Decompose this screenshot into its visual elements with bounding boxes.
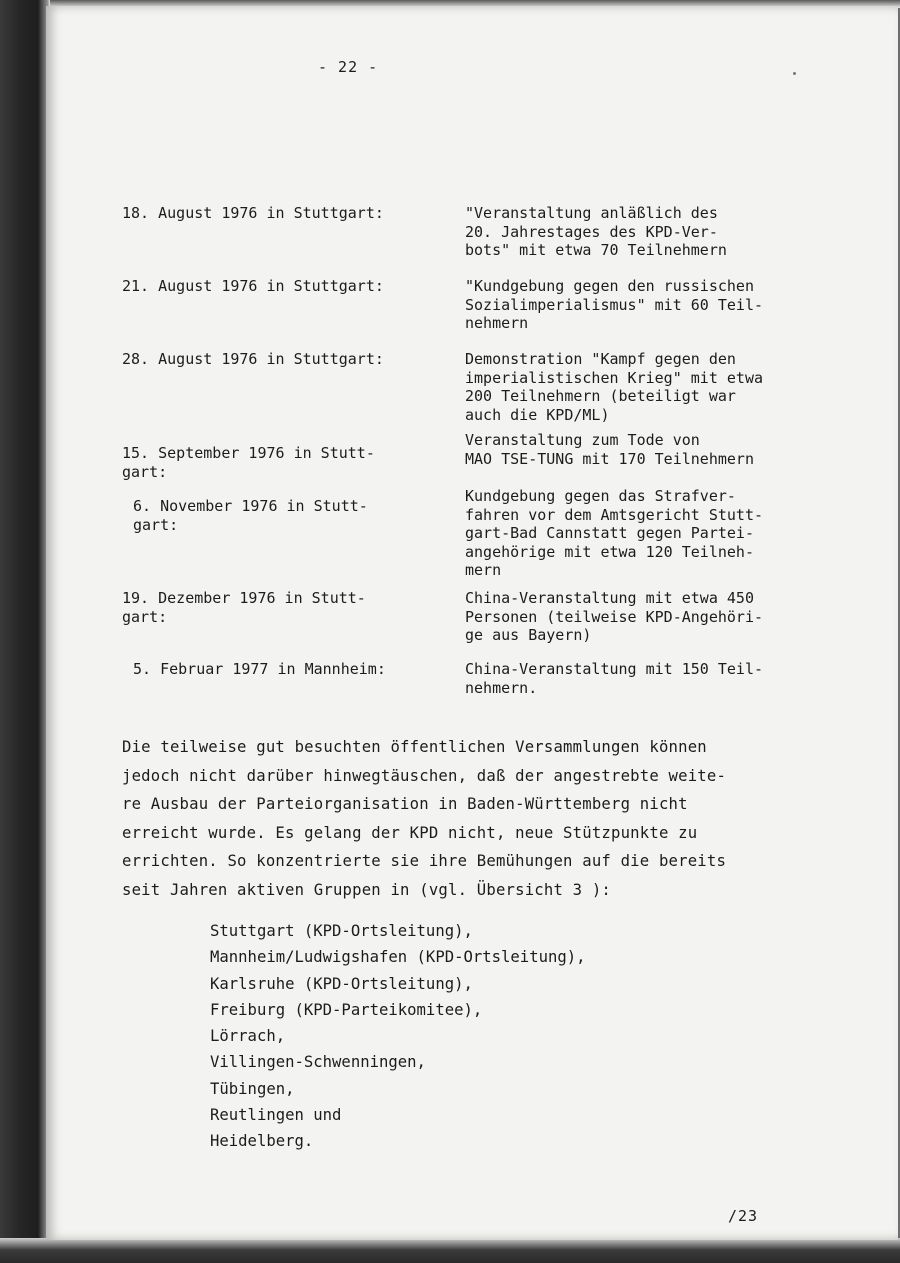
list-item: Reutlingen und	[210, 1106, 342, 1125]
event-date: 19. Dezember 1976 in Stutt- gart:	[122, 589, 366, 626]
event-date: 21. August 1976 in Stuttgart:	[122, 277, 384, 295]
event-description: China-Veranstaltung mit 150 Teil- nehmern.	[465, 660, 764, 697]
list-item: Stuttgart (KPD-Ortsleitung),	[210, 922, 473, 940]
next-page-marker: /23	[728, 1207, 759, 1225]
list-item: Villingen-Schwenningen,	[210, 1053, 426, 1072]
event-date: 28. August 1976 in Stuttgart:	[122, 350, 384, 368]
event-description: Kundgebung gegen das Strafver- fahren vor dem Amtsgericht Stutt- gart-Bad Cannstatt gegen Partei- angehörige mit etwa 120 Teilneh- mern	[465, 487, 764, 579]
list-item: Karlsruhe (KPD-Ortsleitung),	[210, 974, 473, 993]
list-item: Heidelberg.	[210, 1132, 314, 1151]
event-date: 6. November 1976 in Stutt- gart:	[133, 497, 368, 534]
location-list	[210, 918, 586, 1155]
page-number: - 22 -	[318, 58, 379, 76]
event-date: 5. Februar 1977 in Mannheim:	[133, 660, 386, 678]
body-paragraph: Die teilweise gut besuchten öffentlichen Versammlungen können jedoch nicht darüber hinwegtäuschen, daß der angestrebte weite- re Ausbau der Parteiorganisation in Baden-Württemberg nicht erreicht wurde. Es gelang der KPD nicht, neue Stützpunkte zu errichten. So konzentrierte sie ihre Bemühungen auf die bereits seit Jahren aktiven Gruppen in (vgl. Übersicht 3 ):	[122, 738, 727, 899]
list-item: Mannheim/Ludwigshafen (KPD-Ortsleitung),	[210, 948, 586, 967]
scan-border-bottom	[0, 1238, 900, 1263]
event-date: 18. August 1976 in Stuttgart:	[122, 204, 384, 222]
event-description: "Veranstaltung anläßlich des 20. Jahrestages des KPD-Ver- bots" mit etwa 70 Teilnehmern	[465, 204, 727, 259]
list-item: Freiburg (KPD-Parteikomitee),	[210, 1000, 483, 1019]
scan-border-left	[0, 0, 50, 1263]
list-item: Tübingen,	[210, 1079, 295, 1098]
stray-mark	[793, 72, 796, 75]
list-item: Lörrach,	[210, 1027, 286, 1046]
event-date: 15. September 1976 in Stutt- gart:	[122, 444, 375, 481]
event-description: Demonstration "Kampf gegen den imperialistischen Krieg" mit etwa 200 Teilnehmern (beteiligt war auch die KPD/ML)	[465, 350, 764, 424]
event-description: "Kundgebung gegen den russischen Sozialimperialismus" mit 60 Teil- nehmern	[465, 277, 764, 332]
event-description: China-Veranstaltung mit etwa 450 Personen (teilweise KPD-Angehöri- ge aus Bayern)	[465, 589, 764, 644]
event-description: Veranstaltung zum Tode von MAO TSE-TUNG mit 170 Teilnehmern	[465, 431, 754, 468]
